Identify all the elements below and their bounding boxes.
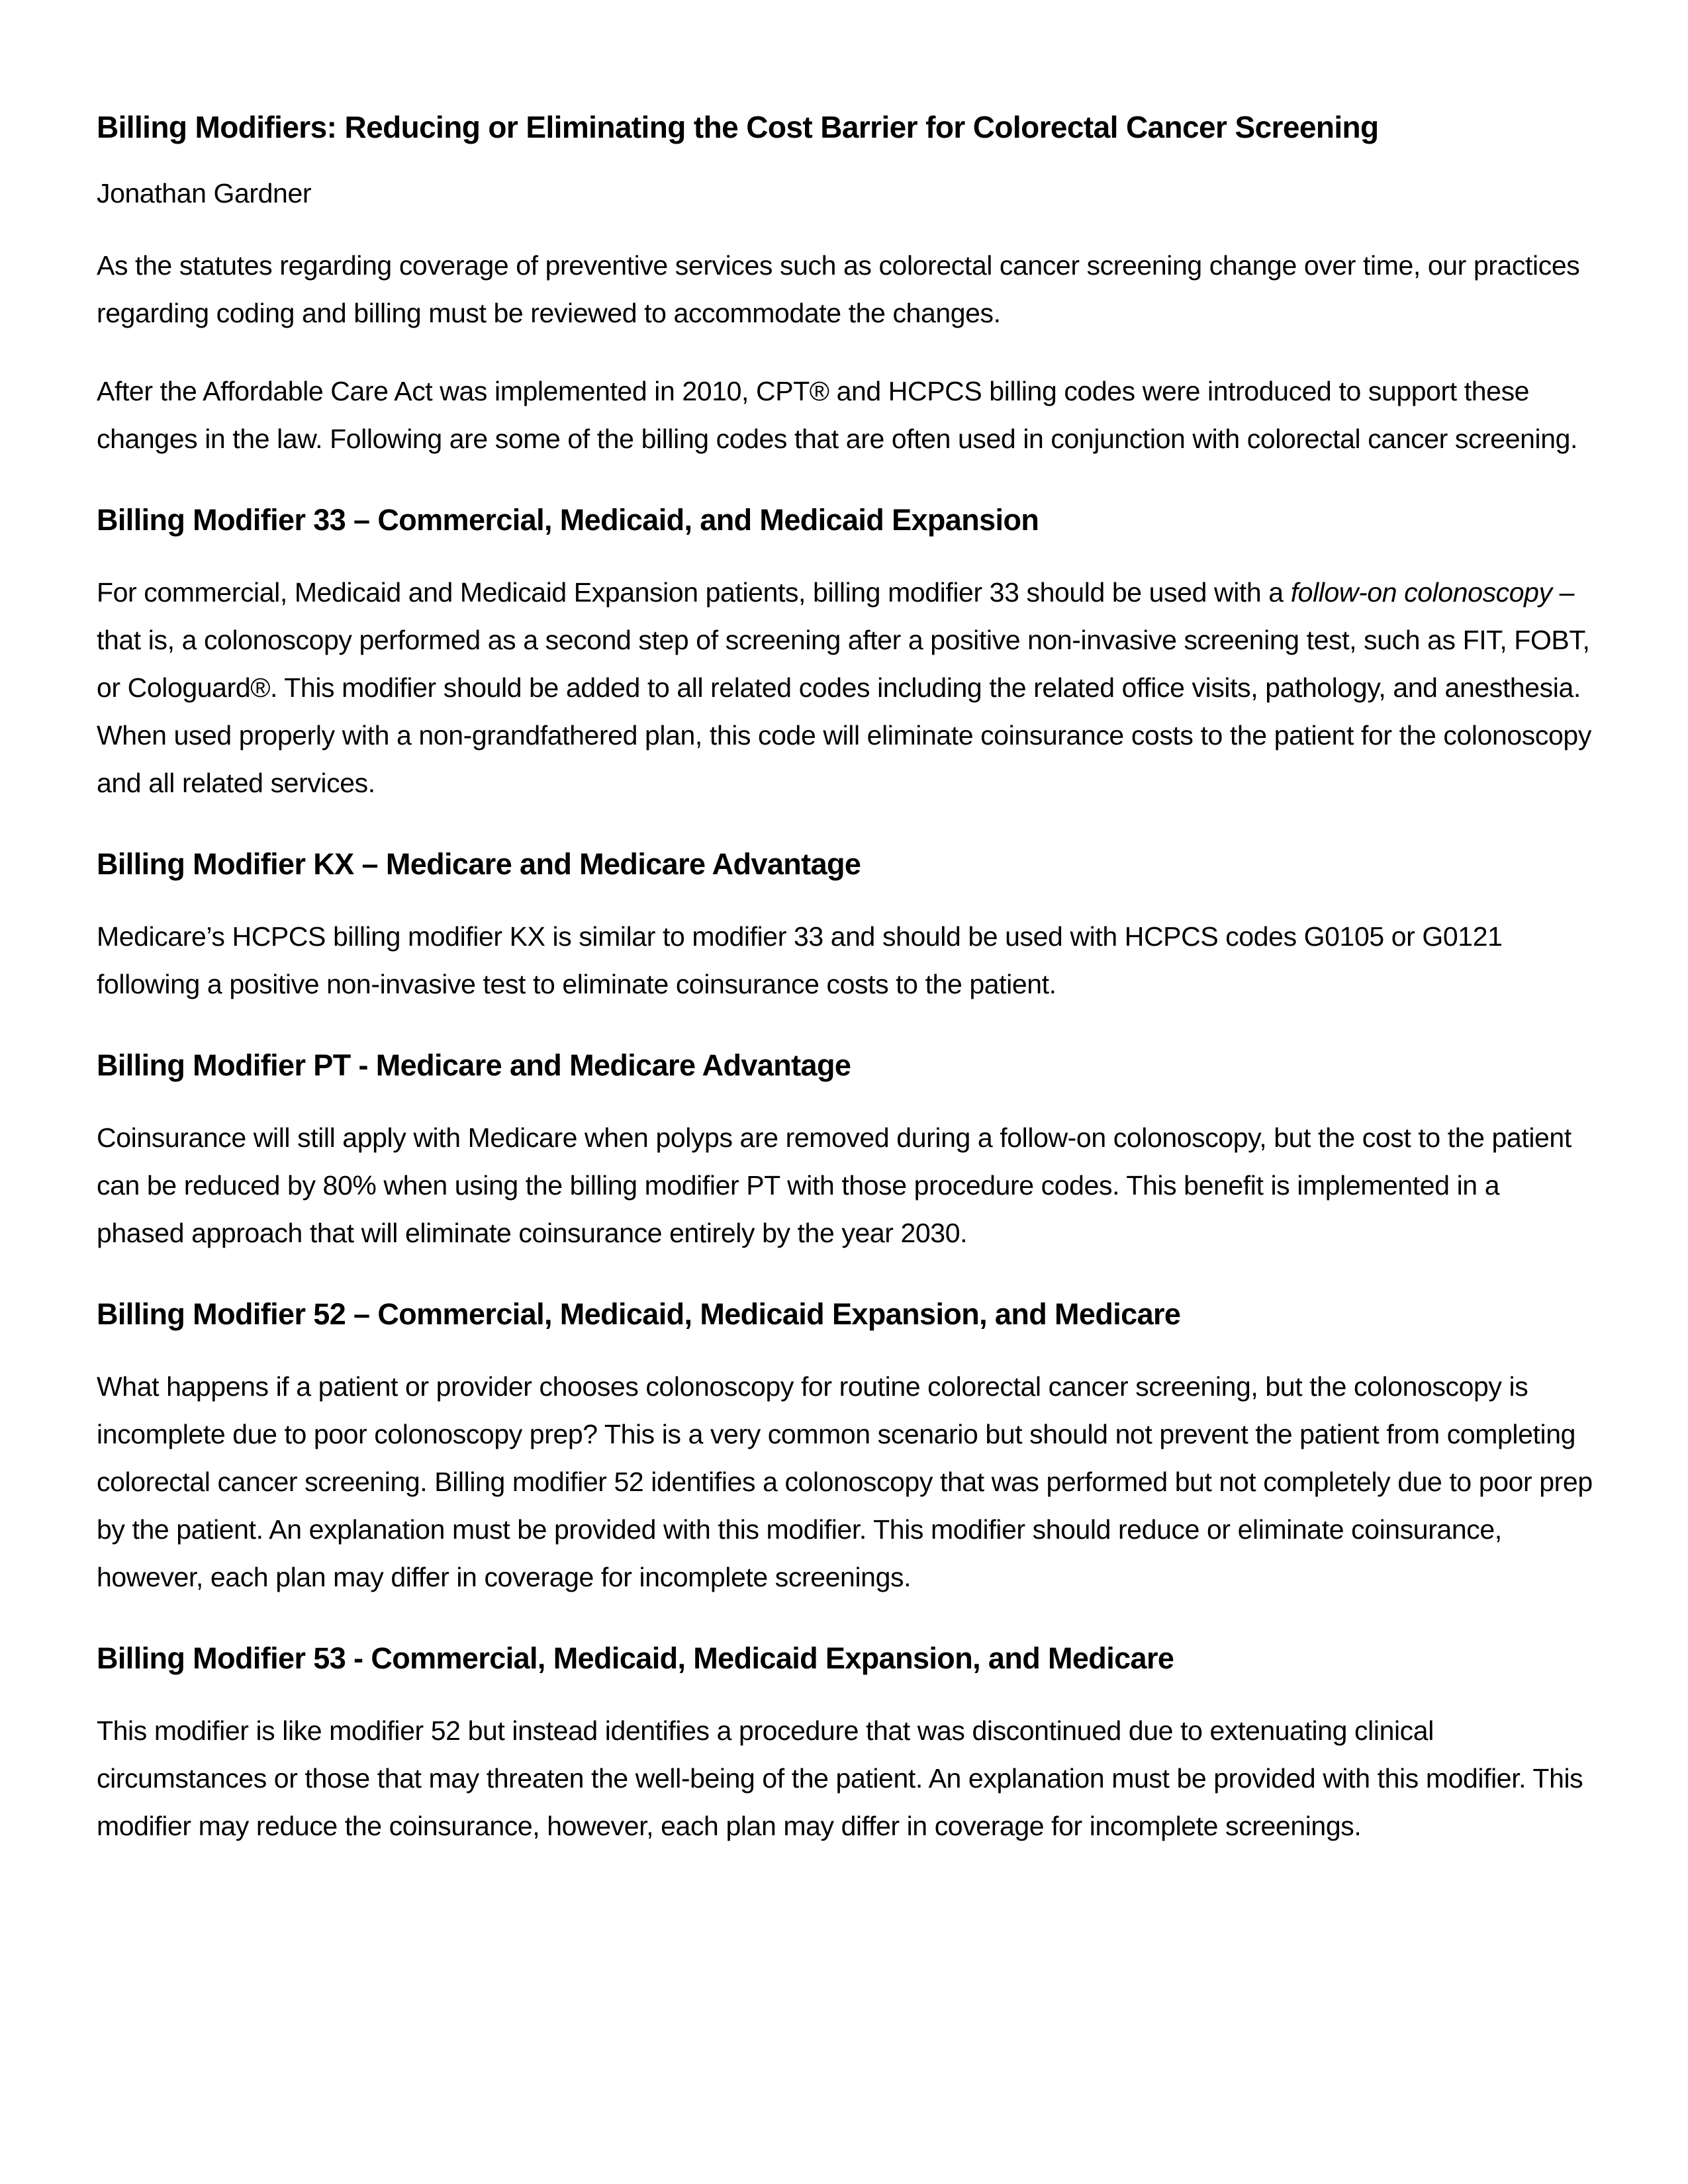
section-heading-modifier-33: Billing Modifier 33 – Commercial, Medicaid, and Medicaid Expansion (97, 503, 1039, 537)
section-body-modifier-33 (97, 569, 1594, 807)
section-body-modifier-53: This modifier is like modifier 52 but instead identifies a procedure that was discontinued due to extenuating clinical circumstances or those that may threaten the well-being of the patient. An explanation must be provided with this modifier. This modifier may reduce the coinsurance, however, each plan may differ in coverage for incomplete screenings. (97, 1715, 1583, 1842)
author-byline: Jonathan Gardner (97, 178, 312, 209)
section-body-modifier-pt: Coinsurance will still apply with Medicare when polyps are removed during a follow-on colonoscopy, but the cost to the patient can be reduced by 80% when using the billing modifier PT with those procedure codes. This benefit is implemented in a phased approach that will eliminate coinsurance entirely by the year 2030. (97, 1122, 1571, 1249)
modifier-33-italic-phrase: follow-on colonoscopy (1290, 577, 1552, 608)
modifier-33-text-continued: – that is, a colonoscopy performed as a second step of screening after a positive non-invasive screening test, such as FIT, FOBT, or Cologuard®. This modifier should be added to all related codes including the related office visits, pathology, and anesthesia. When used properly with a non-grandfathered plan, this code will eliminate coinsurance costs to the patient for the colonoscopy and all related services. (97, 577, 1591, 799)
section-heading-modifier-53: Billing Modifier 53 - Commercial, Medicaid, Medicaid Expansion, and Medicare (97, 1641, 1174, 1676)
section-heading-modifier-pt: Billing Modifier PT - Medicare and Medicare Advantage (97, 1048, 851, 1083)
intro-paragraph-2: After the Affordable Care Act was implemented in 2010, CPT® and HCPCS billing codes were introduced to support these changes in the law. Following are some of the billing codes that are often used in conjunction with colorectal cancer screening. (97, 376, 1578, 455)
intro-paragraph-1: As the statutes regarding coverage of preventive services such as colorectal cancer screening change over time, our practices regarding coding and billing must be reviewed to accommodate the changes. (97, 250, 1580, 329)
document-title: Billing Modifiers: Reducing or Eliminating the Cost Barrier for Colorectal Cancer Screening (97, 110, 1379, 144)
section-body-modifier-52: What happens if a patient or provider chooses colonoscopy for routine colorectal cancer screening, but the colonoscopy is incomplete due to poor colonoscopy prep? This is a very common scenario but should not prevent the patient from completing colorectal cancer screening. Billing modifier 52 identifies a colonoscopy that was performed but not completely due to poor prep by the patient. An explanation must be provided with this modifier. This modifier should reduce or eliminate coinsurance, however, each plan may differ in coverage for incomplete screenings. (97, 1371, 1593, 1593)
section-heading-modifier-52: Billing Modifier 52 – Commercial, Medicaid, Medicaid Expansion, and Medicare (97, 1297, 1181, 1332)
section-body-modifier-kx: Medicare’s HCPCS billing modifier KX is similar to modifier 33 and should be used with HCPCS codes G0105 or G0121 following a positive non-invasive test to eliminate coinsurance costs to the patient. (97, 921, 1503, 1000)
modifier-33-text: For commercial, Medicaid and Medicaid Expansion patients, billing modifier 33 should be used with a (97, 577, 1291, 608)
section-heading-modifier-kx: Billing Modifier KX – Medicare and Medicare Advantage (97, 847, 861, 882)
